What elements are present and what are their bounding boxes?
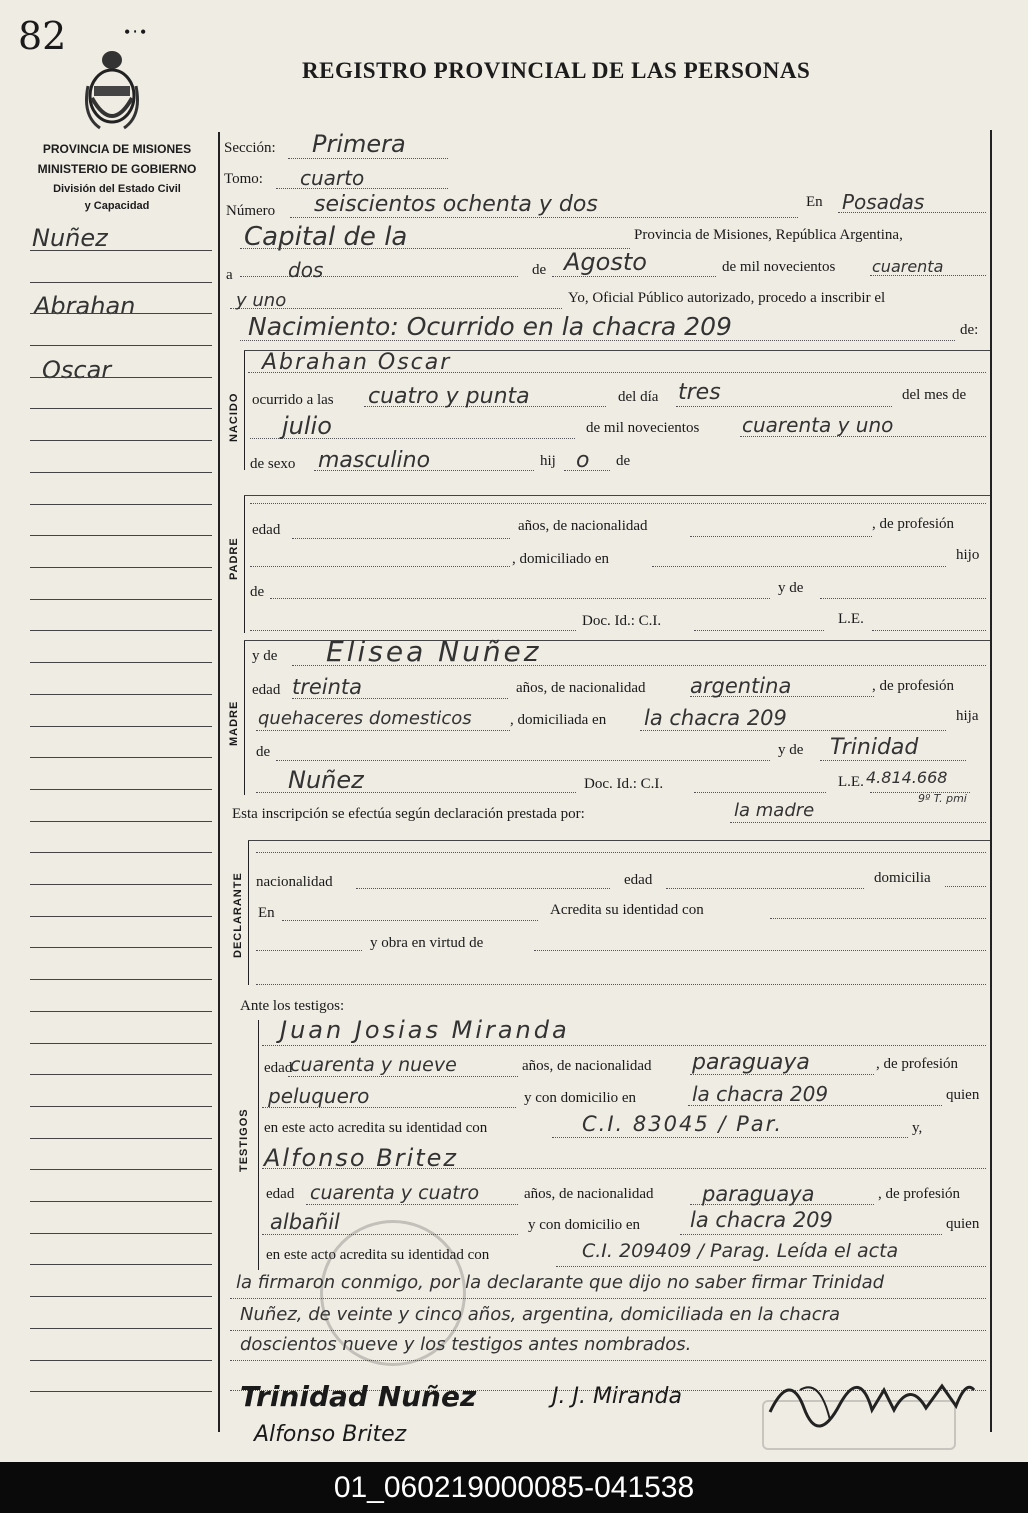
ink-marks: •‧•: [124, 22, 149, 42]
footer-code: 01_060219000085-041538: [0, 1462, 1028, 1513]
tomo-label: Tomo:: [224, 171, 263, 187]
hw-numero: seiscientos ochenta y dos: [314, 192, 598, 217]
hw-t1-dom: la chacra 209: [692, 1082, 829, 1106]
left-ruling-line: [30, 884, 212, 885]
left-ruling-line: [30, 630, 212, 631]
hw-madre-apellido: Nuñez: [288, 766, 364, 794]
capacity-label: y Capacidad: [84, 200, 150, 212]
division-label: División del Estado Civil: [53, 183, 181, 195]
ministry-label: MINISTERIO DE GOBIERNO: [37, 162, 197, 176]
hw-nota3: doscientos nueve y los testigos antes nombrados.: [240, 1334, 692, 1355]
left-ruling-line: [30, 345, 212, 346]
hw-testigo2: Alfonso Britez: [264, 1144, 459, 1172]
left-surname: Nuñez: [32, 224, 108, 252]
de-mil-label: de mil novecientos: [722, 259, 836, 275]
side-label-padre: PADRE: [228, 537, 240, 580]
left-ruling-line: [30, 1138, 212, 1139]
t2-edad-label: edad: [266, 1186, 295, 1202]
hw-madre-nombre: Elisea Nuñez: [326, 635, 542, 668]
hw-mes: Agosto: [564, 248, 647, 276]
hw-mes-nac: julio: [282, 412, 332, 440]
hw-t1-prof: peluquero: [268, 1084, 370, 1108]
t2-quien-label: quien: [946, 1216, 980, 1232]
madre-de-label: de: [256, 744, 271, 760]
de-colon-label: de:: [960, 322, 979, 338]
official-stamp: [320, 1220, 466, 1366]
de-sexo-label: de sexo: [250, 456, 296, 472]
esta-inscripcion-label: Esta inscripción se efectúa según declaración prestada por:: [232, 806, 585, 822]
left-ruling-line: [30, 250, 212, 251]
left-ruling-line: [30, 947, 212, 948]
left-ruling-line: [30, 662, 212, 663]
madre-prof-label: , de profesión: [872, 678, 955, 694]
hw-madre-le: 4.814.668: [866, 768, 948, 787]
side-label-declarante: DECLARANTE: [232, 872, 244, 958]
t2-prof-label: , de profesión: [878, 1186, 961, 1202]
hw-t2-edad: cuarenta y cuatro: [310, 1182, 480, 1204]
hw-hora: cuatro y punta: [368, 384, 530, 409]
left-ruling-line: [30, 408, 212, 409]
side-label-testigos: TESTIGOS: [238, 1108, 250, 1172]
ante-testigos-label: Ante los testigos:: [240, 998, 345, 1014]
left-name-2: Oscar: [42, 356, 112, 384]
t1-dom-label: y con domicilio en: [524, 1090, 637, 1106]
signature-britez: Alfonso Britez: [254, 1422, 407, 1447]
madre-nac-label: años, de nacionalidad: [516, 680, 646, 696]
hw-acta: Nacimiento: Ocurrido en la chacra 209: [248, 312, 732, 341]
left-ruling-line: [30, 1011, 212, 1012]
page-title: REGISTRO PROVINCIAL DE LAS PERSONAS: [302, 58, 811, 83]
madre-box-line: [244, 640, 245, 795]
left-ruling-line: [30, 1296, 212, 1297]
hw-madre-de: Trinidad: [830, 735, 919, 760]
t1-y-label: y,: [912, 1120, 923, 1136]
hw-anio-nac: cuarenta y uno: [742, 413, 894, 437]
hw-t1-nac: paraguaya: [692, 1050, 810, 1075]
signature-trinidad: Trinidad Nuñez: [240, 1380, 477, 1413]
decl-nac-label: nacionalidad: [256, 874, 333, 890]
left-ruling-line: [30, 1201, 212, 1202]
t1-edad-label: edad: [264, 1060, 293, 1076]
left-ruling-line: [30, 1360, 212, 1361]
left-ruling-line: [30, 504, 212, 505]
left-ruling-line: [30, 1074, 212, 1075]
seccion-label: Sección:: [224, 140, 276, 156]
ocurrido-label: ocurrido a las: [252, 392, 334, 408]
hw-t2-dom: la chacra 209: [690, 1208, 833, 1232]
padre-nac-label: años, de nacionalidad: [518, 518, 648, 534]
t1-acto-label: en este acto acredita su identidad con: [264, 1120, 488, 1136]
left-ruling-line: [30, 282, 212, 283]
left-ruling-line: [30, 726, 212, 727]
decl-obra-label: y obra en virtud de: [370, 935, 484, 951]
left-frame-line: [218, 132, 220, 1432]
left-ruling-line: [30, 852, 212, 853]
left-ruling-line: [30, 757, 212, 758]
padre-de-label: de: [250, 584, 265, 600]
hw-lugar: Posadas: [842, 190, 925, 214]
t1-prof-label: , de profesión: [876, 1056, 959, 1072]
hw-madre-dom: la chacra 209: [644, 706, 787, 730]
madre-dom-label: , domiciliada en: [510, 712, 607, 728]
left-ruling-line: [30, 1043, 212, 1044]
left-ruling-line: [30, 1106, 212, 1107]
t1-quien-label: quien: [946, 1087, 980, 1103]
yo-oficial-label: Yo, Oficial Público autorizado, procedo a inscribir el: [568, 290, 886, 306]
del-dia-label: del día: [618, 389, 659, 405]
left-ruling-line: [30, 567, 212, 568]
left-ruling-line: [30, 694, 212, 695]
numero-label: Número: [226, 203, 276, 219]
province-label: PROVINCIA DE MISIONES: [42, 142, 192, 156]
madre-doc-label: Doc. Id.: C.I.: [584, 776, 664, 792]
left-ruling-line: [30, 472, 212, 473]
nacido-box-line: [244, 350, 245, 470]
page-number: 82: [18, 14, 67, 58]
madre-yde-label: y de: [252, 648, 278, 664]
de2-label: de: [616, 453, 631, 469]
hw-sexo: masculino: [318, 448, 431, 473]
hw-anio-b: y uno: [236, 290, 287, 311]
hw-madre-edad: treinta: [292, 675, 363, 699]
hw-anio-a: cuarenta: [872, 257, 944, 276]
right-frame-line: [990, 130, 992, 1432]
hw-seccion: Primera: [312, 130, 406, 158]
left-name-1: Abrahan: [34, 292, 136, 320]
left-ruling-line: [30, 313, 212, 314]
left-ruling-line: [30, 440, 212, 441]
declarante-box-line: [248, 840, 249, 985]
hw-nombre: Abrahan Oscar: [262, 350, 452, 375]
madre-edad-label: edad: [252, 682, 281, 698]
de-label: de: [532, 262, 547, 278]
left-ruling-line: [30, 535, 212, 536]
t2-acto-label: en este acto acredita su identidad con: [266, 1247, 490, 1263]
hw-nota2: Nuñez, de veinte y cinco años, argentina, domiciliada en la chacra: [240, 1304, 841, 1325]
madre-yde2-label: y de: [778, 742, 804, 758]
hw-madre-nac: argentina: [690, 674, 792, 698]
de-mil-nov-label: de mil novecientos: [586, 420, 700, 436]
left-ruling-line: [30, 916, 212, 917]
hw-madre-prof: quehaceres domesticos: [258, 708, 472, 729]
hw-t2-id: C.I. 209409 / Parag. Leída el acta: [582, 1240, 899, 1262]
hw-madre-le-nota: 9º T. pmi: [918, 792, 967, 805]
left-ruling-line: [30, 1328, 212, 1329]
hw-declarante: la madre: [734, 800, 815, 821]
padre-le-label: L.E.: [838, 611, 864, 627]
madre-le-label: L.E.: [838, 774, 864, 790]
hij-label: hij: [540, 453, 556, 469]
official-signature-scribble: [760, 1360, 980, 1432]
hw-dia-nac: tres: [678, 380, 721, 405]
padre-box-line: [244, 495, 245, 633]
padre-edad-label: edad: [252, 522, 281, 538]
decl-domicilia-label: domicilia: [874, 870, 931, 886]
left-ruling-line: [30, 1264, 212, 1265]
madre-hija-label: hija: [956, 708, 979, 724]
del-mes-label: del mes de: [902, 387, 967, 403]
left-ruling-line: [30, 1391, 212, 1392]
provincia-label: Provincia de Misiones, República Argentina,: [634, 227, 903, 243]
hw-t1-edad: cuarenta y nueve: [290, 1054, 457, 1076]
left-ruling-line: [30, 789, 212, 790]
coat-of-arms-emblem: [80, 46, 144, 134]
side-label-nacido: NACIDO: [228, 392, 240, 442]
hw-t2-prof: albañil: [270, 1210, 340, 1234]
padre-hijo-label: hijo: [956, 547, 980, 563]
left-ruling-line: [30, 1233, 212, 1234]
a-label: a: [226, 267, 233, 283]
decl-en-label: En: [258, 905, 275, 921]
signature-miranda: J. J. Miranda: [552, 1384, 682, 1409]
hw-nota1: la firmaron conmigo, por la declarante que dijo no saber firmar Trinidad: [236, 1272, 885, 1293]
hw-dia: dos: [288, 258, 324, 282]
t1-nac-label: años, de nacionalidad: [522, 1058, 652, 1074]
t2-dom-label: y con domicilio en: [528, 1217, 641, 1233]
t2-nac-label: años, de nacionalidad: [524, 1186, 654, 1202]
padre-dom-label: , domiciliado en: [512, 551, 610, 567]
padre-doc-label: Doc. Id.: C.I.: [582, 613, 662, 629]
decl-acredita-label: Acredita su identidad con: [550, 902, 704, 918]
left-ruling-line: [30, 1169, 212, 1170]
hw-t2-nac: paraguaya: [702, 1182, 815, 1206]
hw-testigo1: Juan Josias Miranda: [280, 1016, 570, 1044]
left-ruling-line: [30, 377, 212, 378]
left-ruling-line: [30, 979, 212, 980]
testigos-box-line: [258, 1020, 259, 1270]
left-ruling-line: [30, 821, 212, 822]
hw-hij-letra: o: [576, 448, 590, 473]
padre-prof-label: , de profesión: [872, 516, 955, 532]
side-label-madre: MADRE: [228, 700, 240, 746]
en-label: En: [806, 194, 823, 210]
hw-t1-id: C.I. 83045 / Par.: [582, 1112, 784, 1136]
left-ruling-line: [30, 599, 212, 600]
hw-capital: Capital de la: [244, 222, 408, 252]
padre-yde-label: y de: [778, 580, 804, 596]
decl-edad-label: edad: [624, 872, 653, 888]
hw-tomo: cuarto: [300, 166, 365, 190]
